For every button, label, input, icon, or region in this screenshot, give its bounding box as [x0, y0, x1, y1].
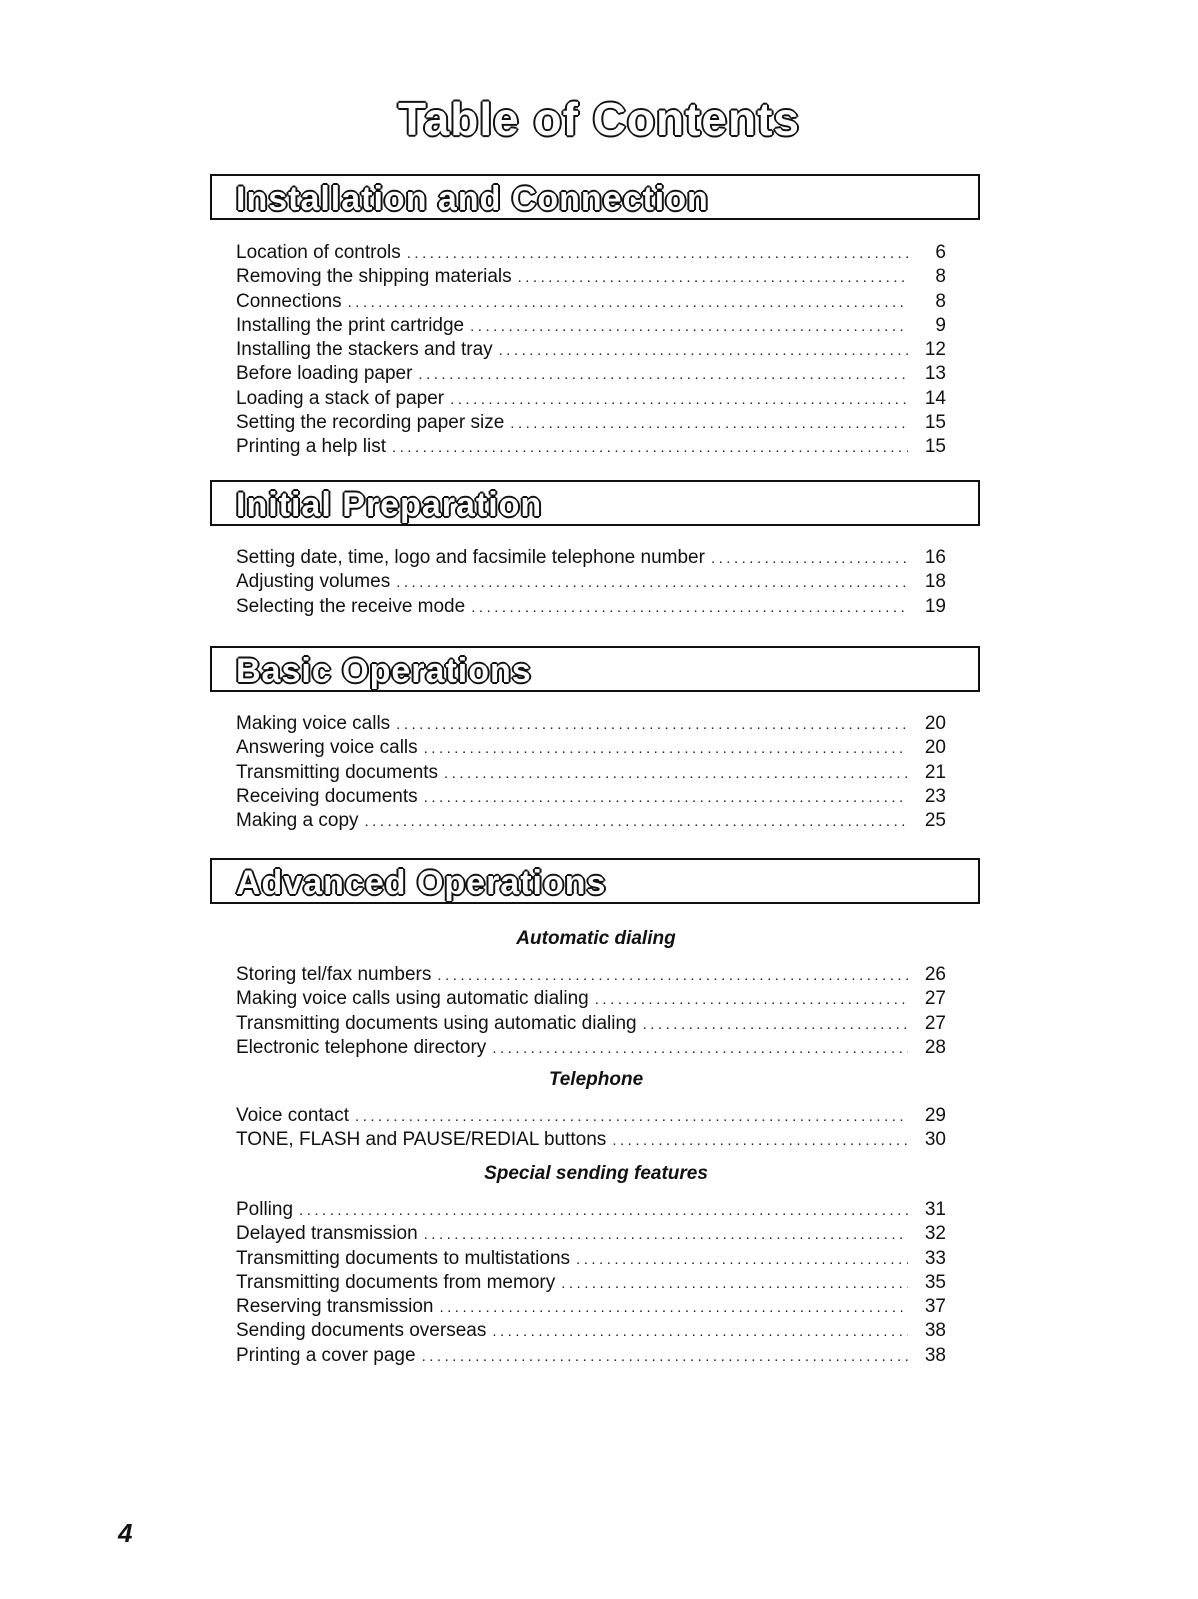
- dot-leader: [576, 1248, 908, 1272]
- toc-entry-page: 28: [924, 1036, 946, 1058]
- toc-entry: [236, 265, 946, 289]
- section-header-initial-preparation: [210, 480, 980, 526]
- toc-entry: [236, 1319, 946, 1343]
- dot-leader: [355, 1105, 908, 1129]
- toc-entry: [236, 1295, 946, 1319]
- toc-entry-page: 20: [924, 737, 946, 759]
- toc-entry-title: Loading a stack of paper: [236, 387, 445, 409]
- dot-leader: [499, 339, 908, 363]
- toc-entry-page: 16: [924, 547, 946, 568]
- toc-entry-page: 15: [924, 436, 946, 458]
- toc-entry: [236, 411, 946, 435]
- toc-entry-page: 14: [924, 387, 946, 409]
- toc-entry: [236, 435, 946, 459]
- toc-entry-page: 12: [924, 339, 946, 361]
- section-title: Basic Operations: [236, 652, 532, 690]
- toc-entry-title: Transmitting documents: [236, 761, 439, 783]
- toc-entry-page: 8: [935, 266, 946, 288]
- toc-entry-title: Voice contact: [236, 1105, 350, 1126]
- toc-entry: [236, 1128, 946, 1152]
- toc-entry-page: 13: [924, 363, 946, 385]
- dot-leader: [471, 596, 908, 620]
- toc-entry-title: Removing the shipping materials: [236, 266, 512, 288]
- section-title: Installation and Connection: [236, 180, 709, 218]
- dot-leader: [510, 412, 908, 436]
- dot-leader: [439, 1296, 908, 1320]
- toc-entry: [236, 785, 946, 809]
- dot-leader: [407, 242, 908, 266]
- dot-leader: [365, 810, 908, 834]
- toc-entry-title: Setting date, time, logo and facsimile telephone number: [236, 547, 705, 568]
- toc-entry-page: 33: [924, 1247, 946, 1269]
- toc-entry: [236, 387, 946, 411]
- toc-entry-title: Making voice calls: [236, 713, 391, 734]
- toc-entry-title: Installing the print cartridge: [236, 314, 465, 336]
- toc-entry-title: Location of controls: [236, 242, 401, 263]
- toc-entry-title: Reserving transmission: [236, 1296, 434, 1318]
- dot-leader: [492, 1320, 908, 1344]
- toc-entry-title: Making a copy: [236, 810, 359, 832]
- toc-entry: [236, 595, 946, 619]
- toc-entry: [236, 362, 946, 386]
- toc-entry-title: Selecting the receive mode: [236, 595, 466, 617]
- dot-leader: [444, 762, 908, 786]
- toc-entry: [236, 761, 946, 785]
- dot-leader: [424, 786, 908, 810]
- toc-entry-title: Answering voice calls: [236, 737, 418, 759]
- subheading-automatic-dialing: Automatic dialing: [516, 928, 676, 949]
- dot-leader: [422, 1345, 908, 1369]
- toc-entry-page: 31: [924, 1199, 946, 1220]
- dot-leader: [711, 547, 908, 571]
- toc-list-telephone: [236, 1104, 946, 1153]
- toc-entry-title: Polling: [236, 1199, 294, 1220]
- toc-entry-title: Transmitting documents using automatic dialing: [236, 1012, 637, 1034]
- toc-entry: [236, 1036, 946, 1060]
- section-title: Advanced Operations: [236, 864, 607, 902]
- toc-list-initial-preparation: [236, 546, 946, 619]
- dot-leader: [595, 988, 908, 1012]
- toc-entry-page: 6: [935, 242, 946, 263]
- toc-entry: [236, 809, 946, 833]
- toc-entry: [236, 338, 946, 362]
- toc-list-installation: [236, 241, 946, 460]
- dot-leader: [424, 1223, 908, 1247]
- toc-entry: [236, 1012, 946, 1036]
- dot-leader: [418, 363, 908, 387]
- toc-entry: [236, 314, 946, 338]
- toc-entry-title: Before loading paper: [236, 363, 413, 385]
- toc-entry-page: 25: [924, 810, 946, 832]
- dot-leader: [299, 1199, 908, 1223]
- dot-leader: [518, 266, 908, 290]
- toc-entry: [236, 736, 946, 760]
- toc-entry-title: Electronic telephone directory: [236, 1036, 487, 1058]
- toc-entry-page: 38: [924, 1344, 946, 1366]
- toc-entry: [236, 241, 946, 265]
- toc-entry-title: Transmitting documents from memory: [236, 1271, 556, 1293]
- toc-entry-page: 30: [924, 1129, 946, 1151]
- toc-entry-title: Printing a help list: [236, 436, 386, 458]
- toc-entry: [236, 1344, 946, 1368]
- toc-entry-page: 27: [924, 988, 946, 1010]
- toc-entry-title: Adjusting volumes: [236, 571, 391, 593]
- subheading-special-sending-features: Special sending features: [484, 1163, 708, 1184]
- toc-entry: [236, 1198, 946, 1222]
- toc-entry-title: Receiving documents: [236, 785, 418, 807]
- toc-entry-title: Storing tel/fax numbers: [236, 964, 432, 985]
- toc-entry-title: TONE, FLASH and PAUSE/REDIAL buttons: [236, 1129, 607, 1151]
- toc-entry-title: Sending documents overseas: [236, 1320, 487, 1342]
- toc-entry: [236, 1271, 946, 1295]
- toc-entry-page: 32: [924, 1223, 946, 1245]
- section-header-basic-operations: [210, 646, 980, 692]
- toc-entry-title: Transmitting documents to multistations: [236, 1247, 571, 1269]
- toc-entry: [236, 987, 946, 1011]
- toc-entry-page: 15: [924, 412, 946, 434]
- toc-entry: [236, 1222, 946, 1246]
- dot-leader: [396, 571, 908, 595]
- dot-leader: [643, 1013, 908, 1037]
- toc-entry: [236, 570, 946, 594]
- toc-entry: [236, 1104, 946, 1128]
- toc-entry-page: 29: [924, 1105, 946, 1126]
- toc-entry: [236, 963, 946, 987]
- toc-entry-page: 23: [924, 785, 946, 807]
- toc-entry-title: Delayed transmission: [236, 1223, 418, 1245]
- toc-entry: [236, 1247, 946, 1271]
- toc-entry-page: 18: [924, 571, 946, 593]
- page-number: 4: [118, 1518, 133, 1548]
- toc-entry-page: 37: [924, 1296, 946, 1318]
- toc-entry-page: 21: [924, 761, 946, 783]
- toc-entry-title: Making voice calls using automatic dialing: [236, 988, 589, 1010]
- page-title: Table of Contents: [397, 93, 801, 145]
- toc-entry-title: Setting the recording paper size: [236, 412, 505, 434]
- toc-entry: [236, 546, 946, 570]
- section-title: Initial Preparation: [236, 486, 543, 524]
- toc-entry-page: 8: [935, 290, 946, 312]
- toc-entry-page: 35: [924, 1271, 946, 1293]
- subheading-telephone: Telephone: [548, 1069, 644, 1090]
- dot-leader: [348, 291, 908, 315]
- dot-leader: [424, 737, 908, 761]
- dot-leader: [561, 1272, 908, 1296]
- toc-entry-title: Connections: [236, 290, 342, 312]
- dot-leader: [392, 436, 908, 460]
- dot-leader: [612, 1129, 908, 1153]
- toc-entry-page: 9: [935, 314, 946, 336]
- dot-leader: [470, 315, 908, 339]
- toc-list-basic-operations: [236, 712, 946, 833]
- toc-entry-page: 38: [924, 1320, 946, 1342]
- section-header-installation: [210, 174, 980, 220]
- toc-list-special-sending-features: [236, 1198, 946, 1368]
- toc-entry-title: Printing a cover page: [236, 1344, 416, 1366]
- toc-entry-page: 20: [924, 713, 946, 734]
- section-header-advanced-operations: [210, 858, 980, 904]
- toc-entry-page: 19: [924, 595, 946, 617]
- dot-leader: [437, 964, 908, 988]
- dot-leader: [396, 713, 908, 737]
- toc-entry-page: 26: [924, 964, 946, 985]
- dot-leader: [492, 1037, 908, 1061]
- toc-entry-page: 27: [924, 1012, 946, 1034]
- toc-list-automatic-dialing: [236, 963, 946, 1060]
- toc-entry: [236, 290, 946, 314]
- dot-leader: [450, 388, 908, 412]
- toc-entry: [236, 712, 946, 736]
- toc-entry-title: Installing the stackers and tray: [236, 339, 493, 361]
